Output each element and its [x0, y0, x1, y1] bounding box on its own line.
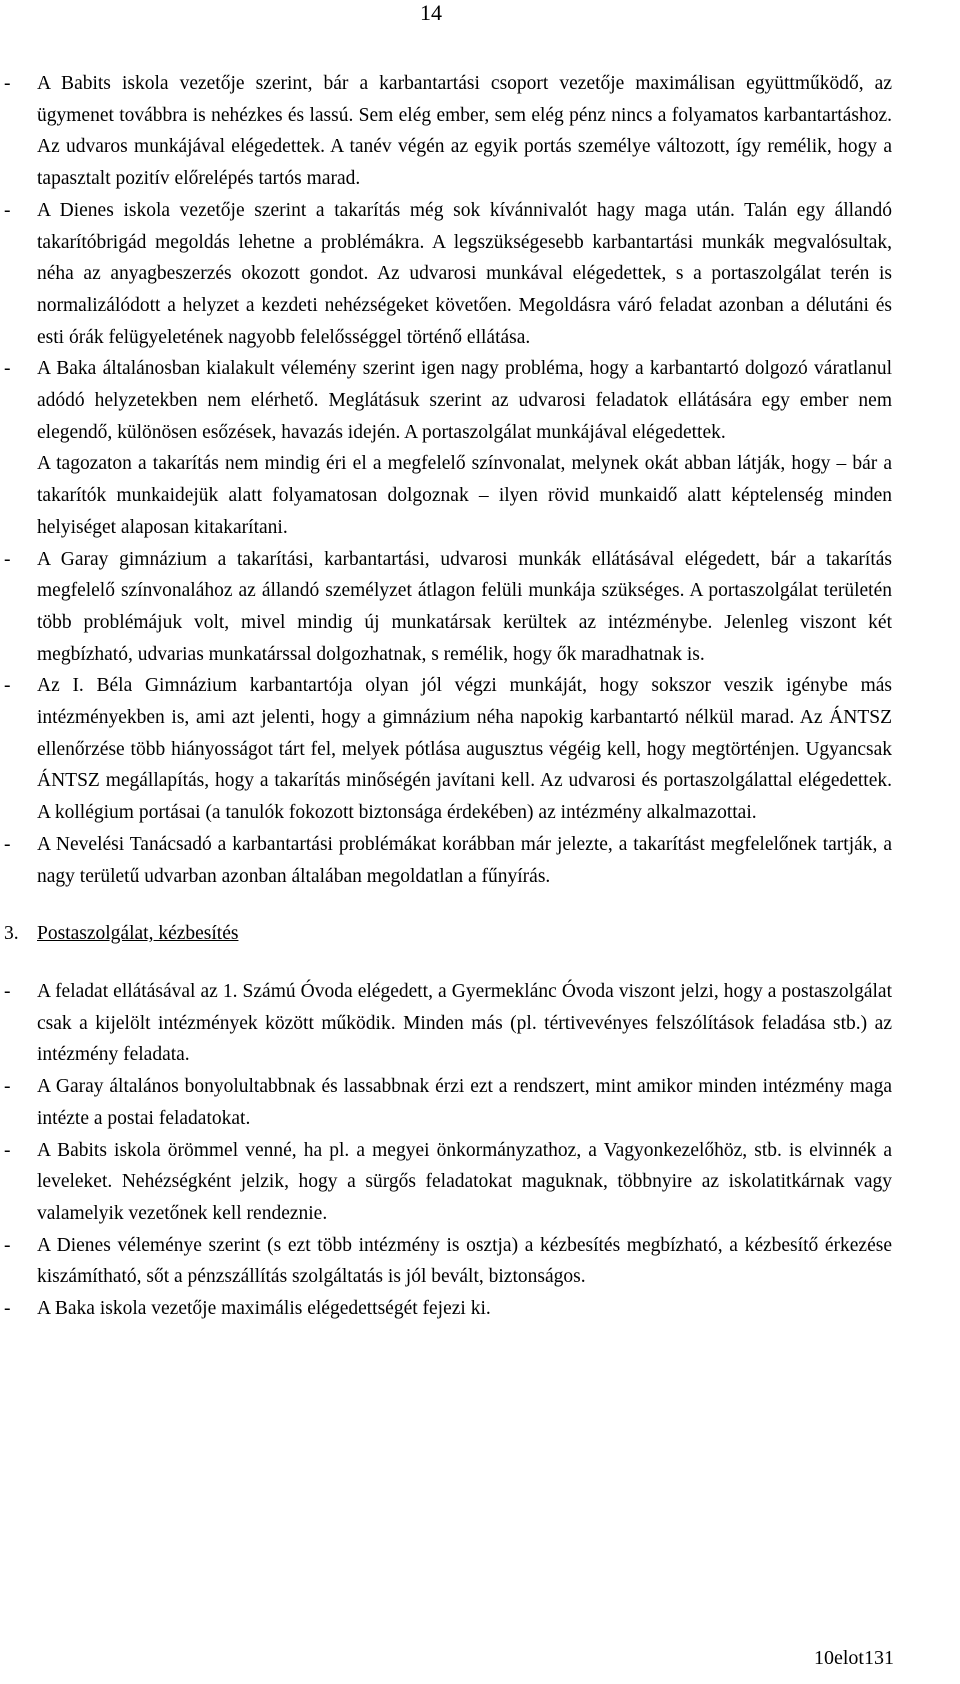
footer-code: 10elot131: [814, 1647, 894, 1669]
document-body: [0, 68, 960, 1325]
paragraph: A tagozaton a takarítás nem mindig éri el a megfelelő színvonalat, melynek okát abban látják, hogy – bár a takarítók munkaidejük alatt folyamatosan dolgoznak – ilyen rövid munkaidő alatt képtelenség minden helyiséget alaposan kitakarítani.: [37, 453, 892, 538]
list-dash: -: [4, 548, 11, 570]
section-title: Postaszolgálat, kézbesítés: [37, 923, 239, 945]
section-number: 3.: [4, 923, 19, 945]
list-item-text: A Garay gimnázium a takarítási, karbantartási, udvarosi munkák ellátásával elégedett, bár a takarítás megfelelő színvonalához az állandó személyzet átlagon felüli munkája szükséges. A portaszolgálat területén több problémájuk volt, mivel mindig új munkatársak kerültek az intézménybe. Jelenleg viszont két megbízható, udvarias munkatárssal dolgozhatnak, s remélik, hogy ők maradhatnak is.: [37, 548, 892, 665]
list-item-text: A Dienes véleménye szerint (s ezt több intézmény is osztja) a kézbesítés megbízható, a kézbesítő érkezése kiszámítható, sőt a pénzszállítás szolgáltatás is jól bevált, biztonságos.: [37, 1234, 892, 1288]
list-dash: -: [4, 358, 11, 380]
list-item: [4, 670, 892, 829]
list-item-text: A feladat ellátásával az 1. Számú Óvoda elégedett, a Gyermeklánc Óvoda viszont jelzi, hogy a postaszolgálat csak a kijelölt intézmények között működik. Minden más (pl. tértivevényes felszólítások feladása stb.) az intézmény feladata.: [37, 980, 892, 1066]
list-dash: -: [4, 980, 11, 1002]
list-item-text: A Dienes iskola vezetője szerint a takarítás még sok kívánnivalót hagy maga után. Talán egy állandó takarítóbrigád megoldás lehetne a problémákra. A legszükségesebb karbantartási munkák megvalósultak, néha az anyagbeszerzés okozott gondot. Az udvarosi munkával elégedettek, s a portaszolgálat terén is normalizálódott a helyzet a kezdeti nehézségeket követően. Megoldásra váró feladat azonban a délutáni és esti órák felügyeletének nagyobb felelősséggel történő ellátása.: [37, 199, 892, 348]
list-dash: -: [4, 1139, 11, 1161]
list-item: [4, 829, 892, 892]
list-item-text: A Baka iskola vezetője maximális elégedettségét fejezi ki.: [37, 1298, 491, 1320]
list-item-text: A Nevelési Tanácsadó a karbantartási problémákat korábban már jelezte, a takarítást megfelelőnek tartják, a nagy területű udvarban azonban általában megoldatlan a fűnyírás.: [37, 833, 892, 887]
list-item: [4, 353, 892, 448]
list-item-text: Az I. Béla Gimnázium karbantartója olyan jól végzi munkáját, hogy sokszor veszik igénybe más intézményekben is, ami azt jelenti, hogy a gimnázium néha napokig karbantartó nélkül marad. Az ÁNTSZ ellenőrzése több hiányosságot tárt fel, melyek pótlása augusztus végéig kell, hogy megtörténjen. Ugyancsak ÁNTSZ megállapítás, hogy a takarítás minőségén javítani kell. Az udvarosi és portaszolgálattal elégedettek. A kollégium portásai (a tanulók fokozott biztonsága érdekében) az intézmény alkalmazottai.: [37, 675, 892, 824]
list-dash: -: [4, 199, 11, 221]
list-item-text: A Garay általános bonyolultabbnak és lassabbnak érzi ezt a rendszert, mint amikor minden intézmény maga intézte a postai feladatokat.: [37, 1076, 892, 1129]
list-item: [4, 195, 892, 354]
list-item: [4, 1293, 892, 1325]
list-item-text: A Babits iskola örömmel venné, ha pl. a megyei önkormányzathoz, a Vagyonkezelőhöz, stb. is elvinnék a leveleket. Nehézségként jelzik, hogy a sürgős feladatokat maguknak, többnyire az iskolatitkárnak vagy valamelyik vezetőnek kell rendeznie.: [37, 1139, 892, 1224]
list-dash: -: [4, 1076, 11, 1098]
list-dash: -: [4, 1234, 11, 1256]
list-dash: -: [4, 1298, 11, 1320]
list-item-text: A Baka általánosban kialakult vélemény szerint igen nagy probléma, hogy a karbantartó dolgozó váratlanul adódó helyzetekben nem elérhető. Meglátásuk szerint az udvarosi feladatok ellátására egy ember nem elegendő, különösen esőzések, havazás idején. A portaszolgálat munkájával elégedettek.: [37, 358, 892, 443]
list-dash: -: [4, 73, 11, 94]
list-item: [4, 1135, 892, 1230]
list-item: [4, 1230, 892, 1293]
list-item: [4, 544, 892, 671]
list-item-text: A Babits iskola vezetője szerint, bár a karbantartási csoport vezetője maximálisan együttműködő, az ügymenet továbbra is nehézkes és lassú. Sem elég ember, sem elég pénz nincs a folyamatos karbantartáshoz. Az udvaros munkájával elégedettek. A tanév végén az egyik portás személye változott, így remélik, hogy a tapasztalt pozitív előrelépés tartós marad.: [37, 73, 892, 190]
section-heading: [4, 918, 960, 950]
list-dash: -: [4, 833, 11, 855]
list-item: [4, 976, 892, 1071]
list-item: [4, 1071, 892, 1134]
list-dash: -: [4, 675, 11, 697]
list-item: [4, 68, 892, 195]
page-number: 14: [420, 0, 442, 25]
